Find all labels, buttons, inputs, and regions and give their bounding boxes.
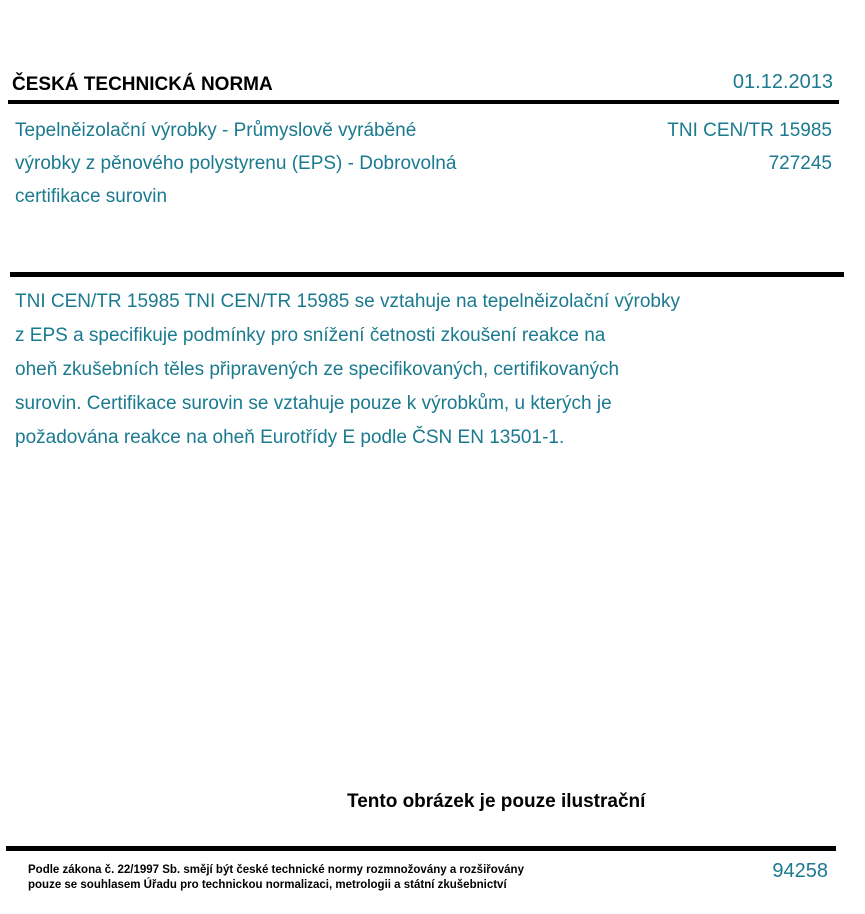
legal-notice-line: Podle zákona č. 22/1997 Sb. smějí být české technické normy rozmnožovány a rozšiřovány	[28, 864, 524, 876]
standard-header-title: ČESKÁ TECHNICKÁ NORMA	[12, 74, 273, 95]
bottom-divider	[6, 846, 836, 851]
document-title-line: Tepelněizolační výrobky - Průmyslově vyráběné	[15, 120, 417, 141]
top-divider	[8, 100, 839, 104]
abstract-line: TNI CEN/TR 15985 TNI CEN/TR 15985 se vztahuje na tepelněizolační výrobky	[15, 291, 680, 312]
standard-designation: TNI CEN/TR 15985	[667, 120, 832, 141]
abstract-line: surovin. Certifikace surovin se vztahuje pouze k výrobkům, u kterých je	[15, 393, 612, 414]
illustrative-note: Tento obrázek je pouze ilustrační	[347, 791, 646, 812]
abstract-line: oheň zkušebních těles připravených ze specifikovaných, certifikovaných	[15, 359, 620, 380]
legal-notice	[28, 863, 524, 893]
footer-number: 94258	[772, 860, 828, 882]
abstract-line: požadována reakce na oheň Eurotřídy E podle ČSN EN 13501-1.	[15, 427, 565, 448]
document-title-line: certifikace surovin	[15, 186, 168, 207]
legal-notice-line: pouze se souhlasem Úřadu pro technickou normalizaci, metrologii a státní zkušebnictví	[28, 879, 507, 891]
middle-divider	[10, 272, 844, 277]
document-identifiers	[667, 114, 832, 180]
publication-date: 01.12.2013	[732, 71, 833, 93]
abstract	[15, 285, 795, 455]
abstract-line: z EPS a specifikuje podmínky pro snížení četnosti zkoušení reakce na	[15, 325, 606, 346]
document-title	[15, 114, 575, 213]
document-title-line: výrobky z pěnového polystyrenu (EPS) - Dobrovolná	[15, 153, 457, 174]
catalog-number: 727245	[768, 153, 832, 174]
